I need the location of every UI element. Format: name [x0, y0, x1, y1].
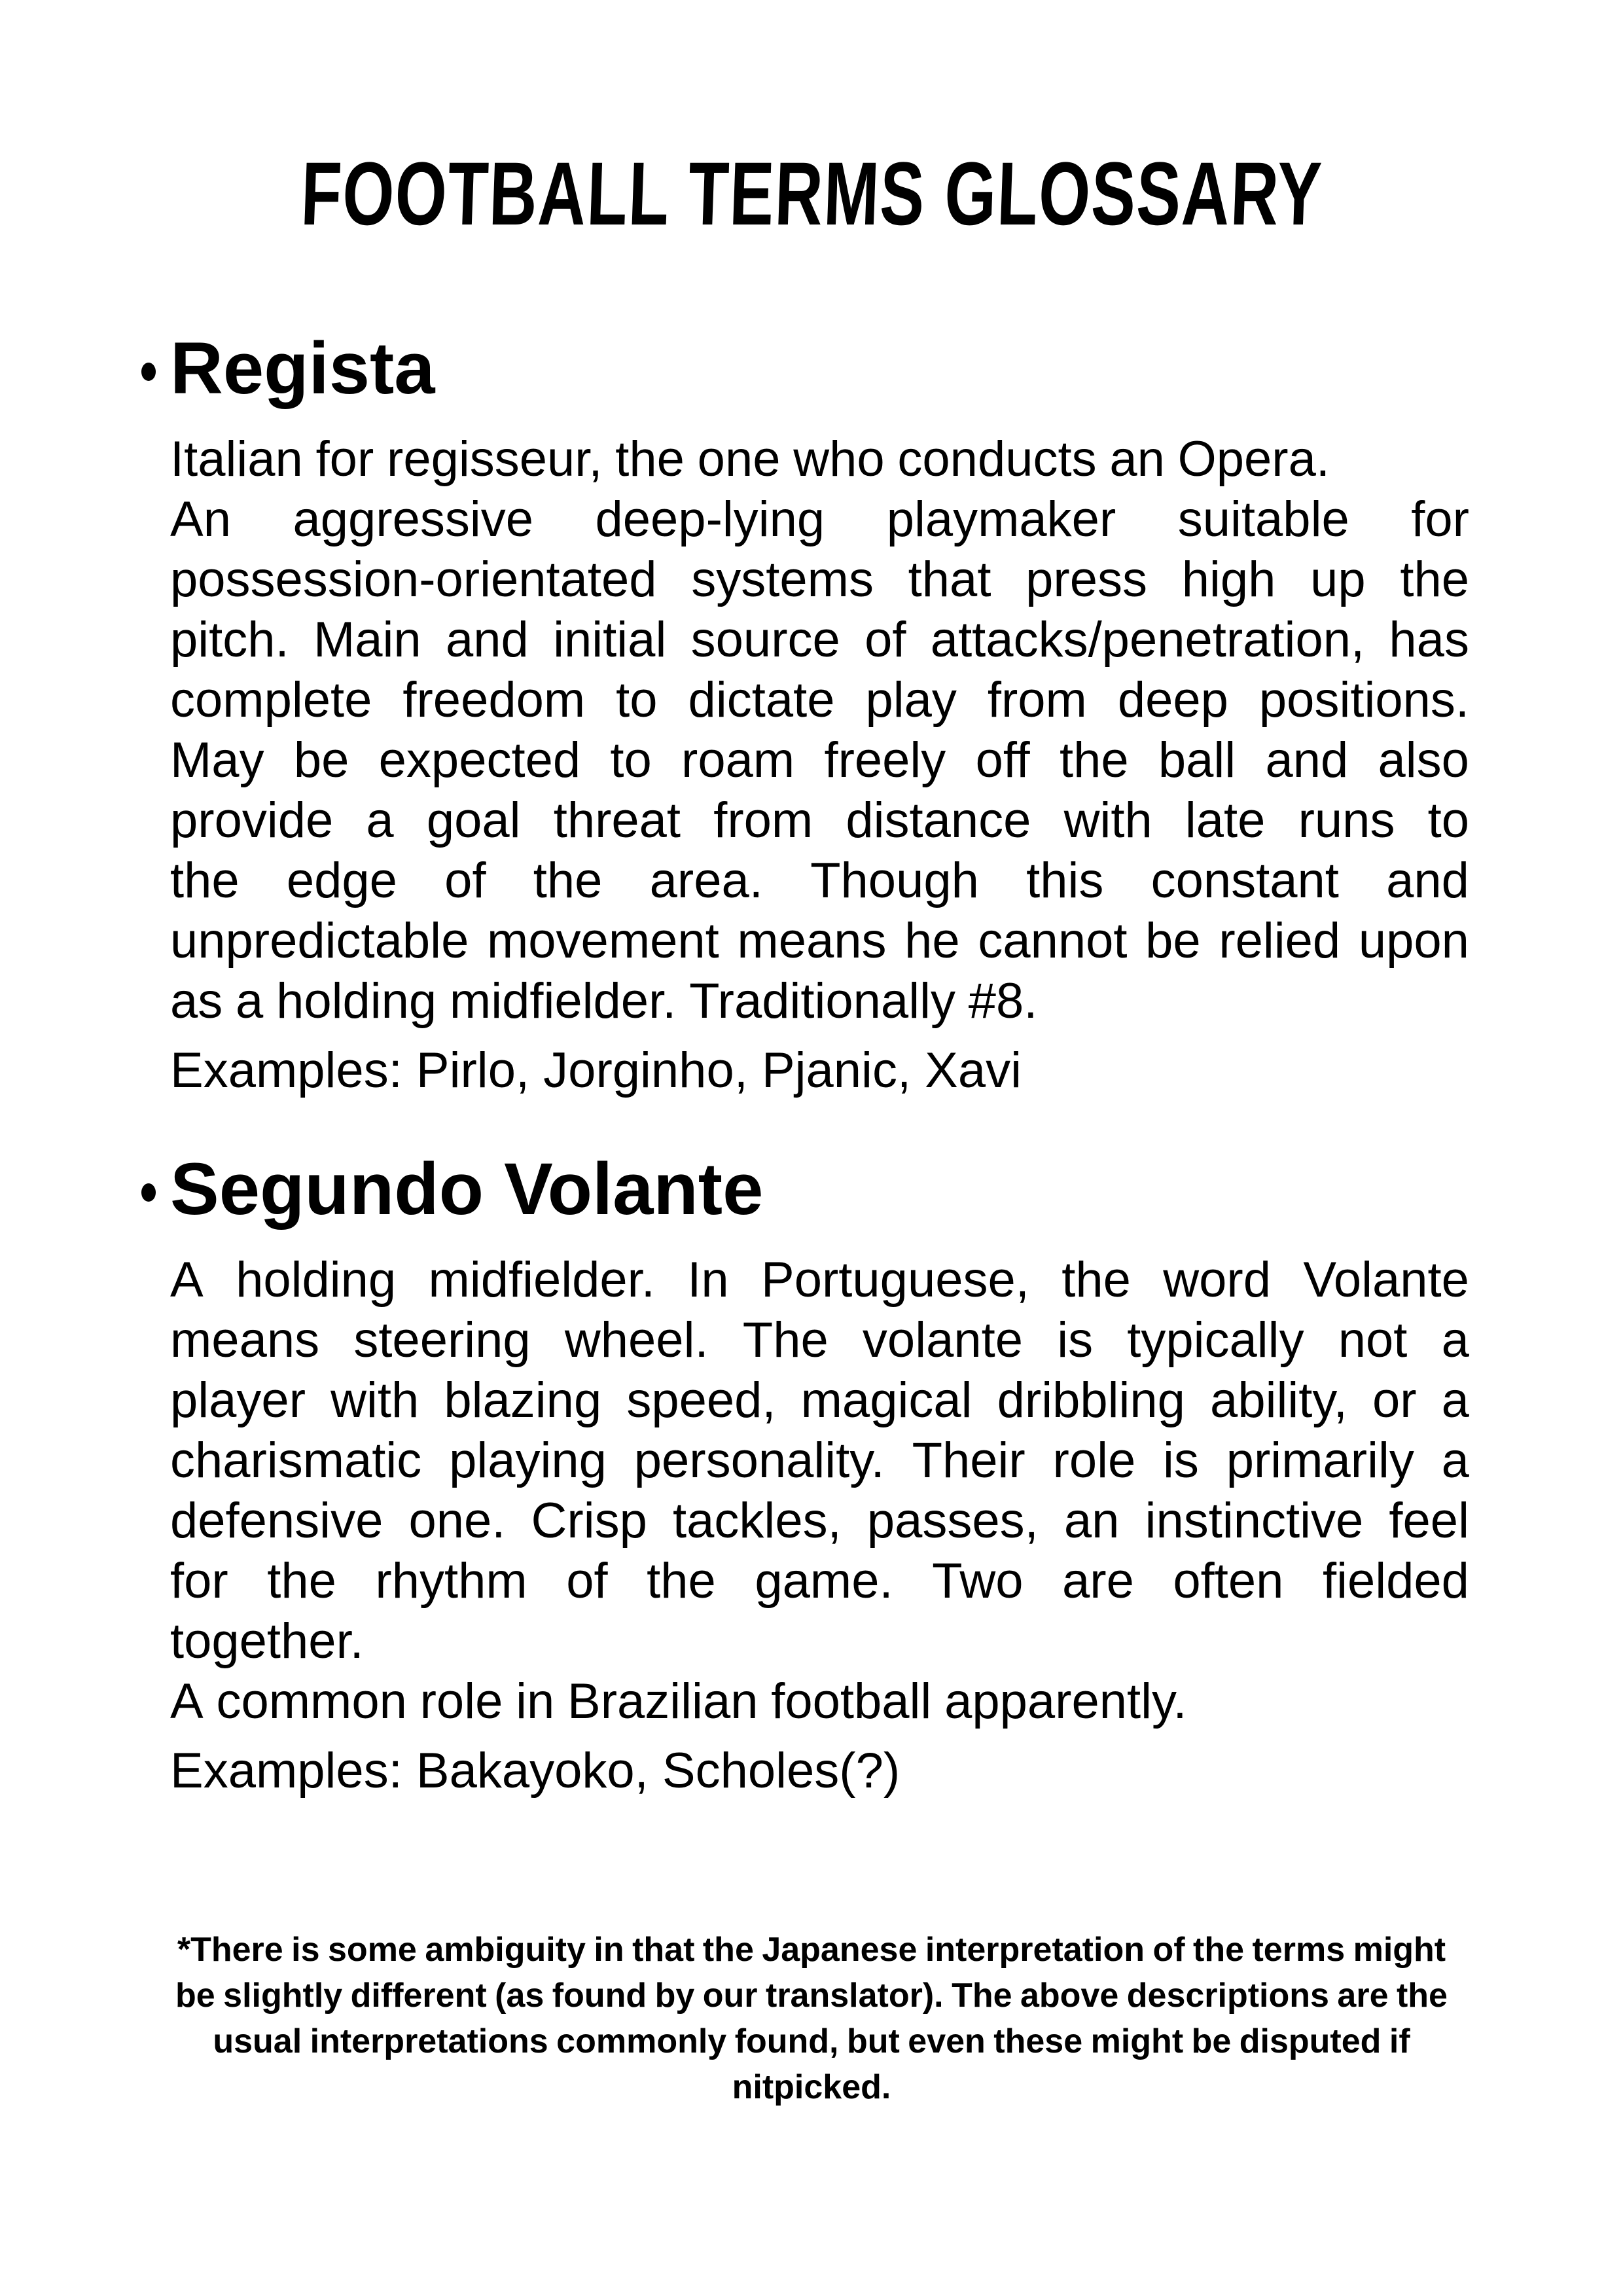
- text-line: for the rhythm of the game. Two are often fielded: [170, 1552, 1469, 1609]
- text-line: together.: [170, 1613, 364, 1669]
- text-line: charismatic playing personality. Their role is primarily a: [170, 1432, 1469, 1488]
- text-line: May be expected to roam freely off the ball and also: [170, 732, 1469, 788]
- text-line: An aggressive deep-lying playmaker suitable for: [170, 491, 1469, 547]
- text-line: pitch. Main and initial source of attacks/penetration, has: [170, 611, 1469, 668]
- text-line: unpredictable movement means he cannot be relied upon: [170, 912, 1469, 969]
- term-description: [170, 1250, 1469, 1732]
- term-description: [170, 429, 1469, 1031]
- examples-text: Examples: Bakayoko, Scholes(?): [170, 1742, 901, 1799]
- text-line: usual interpretations commonly found, but even these might be disputed if: [213, 2022, 1410, 2060]
- text-line: complete freedom to dictate play from deep positions.: [170, 672, 1469, 728]
- term-heading: [141, 321, 1469, 416]
- text-line: A holding midfielder. In Portuguese, the word Volante: [170, 1251, 1469, 1308]
- text-line: player with blazing speed, magical dribbling ability, or a: [170, 1372, 1469, 1428]
- text-line: provide a goal threat from distance with late runs to: [170, 792, 1469, 848]
- bullet-icon: [141, 1183, 156, 1202]
- text-line: nitpicked.: [732, 2068, 891, 2106]
- text-line: defensive one. Crisp tackles, passes, an instinctive feel: [170, 1492, 1469, 1549]
- glossary-entry-regista: [170, 321, 1469, 1101]
- text-line: A common role in Brazilian football apparently.: [170, 1673, 1187, 1729]
- text-line: *There is some ambiguity in that the Japanese interpretation of the terms might: [177, 1930, 1446, 1969]
- text-line: means steering wheel. The volante is typically not a: [170, 1312, 1469, 1368]
- glossary-entry-segundo-volante: [170, 1141, 1469, 1801]
- translator-footnote: [65, 1927, 1558, 2110]
- text-line: as a holding midfielder. Traditionally #8.: [170, 973, 1038, 1029]
- page-title: FOOTBALL TERMS GLOSSARY: [299, 144, 1324, 244]
- examples-line: [170, 1741, 1469, 1801]
- examples-line: [170, 1041, 1469, 1101]
- text-line: the edge of the area. Though this constant and: [170, 852, 1469, 908]
- text-line: possession-orientated systems that press high up the: [170, 551, 1469, 607]
- term-label: Regista: [170, 327, 435, 409]
- text-line: be slightly different (as found by our translator). The above descriptions are the: [175, 1976, 1448, 2015]
- term-heading: [141, 1141, 1469, 1237]
- page-header: [0, 134, 1623, 255]
- text-line: Italian for regisseur, the one who conducts an Opera.: [170, 431, 1330, 487]
- term-label: Segundo Volante: [170, 1147, 764, 1230]
- bullet-icon: [141, 363, 156, 381]
- examples-text: Examples: Pirlo, Jorginho, Pjanic, Xavi: [170, 1042, 1022, 1098]
